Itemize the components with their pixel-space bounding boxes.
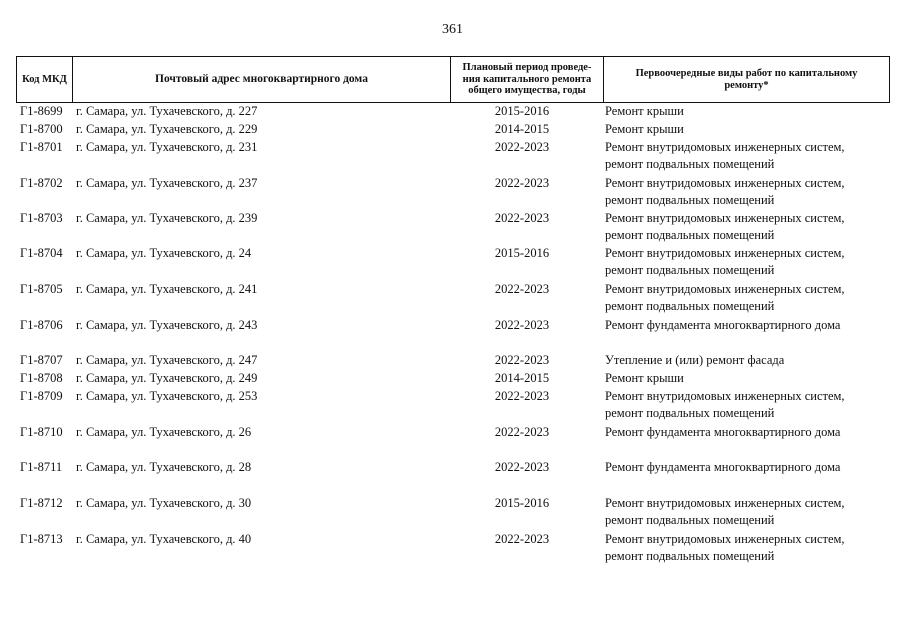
row-address: г. Самара, ул. Тухачевского, д. 237 (76, 176, 258, 190)
row-works-line: ремонт подвальных помещений (605, 406, 775, 420)
row-period: 2015-2016 (494, 104, 550, 118)
row-address: г. Самара, ул. Тухачевского, д. 247 (76, 353, 258, 367)
row-works (605, 139, 895, 173)
row-period: 2022-2023 (494, 176, 550, 190)
row-code: Г1-8707 (20, 353, 63, 367)
row-code: Г1-8701 (20, 140, 63, 154)
row-works (605, 175, 895, 209)
row-period: 2022-2023 (494, 140, 550, 154)
row-works-line: Ремонт фундамента многоквартирного дома (605, 425, 841, 439)
row-works (605, 388, 895, 422)
row-works-line: Ремонт внутридомовых инженерных систем, (605, 246, 845, 260)
header-period-line3: общего имущества, годы (468, 85, 586, 97)
row-code: Г1-8713 (20, 532, 63, 546)
row-works-line: ремонт подвальных помещений (605, 549, 775, 563)
row-works-line: Ремонт крыши (605, 122, 684, 136)
row-works-line: Ремонт внутридомовых инженерных систем, (605, 532, 845, 546)
row-works-line: ремонт подвальных помещений (605, 299, 775, 313)
row-works (605, 531, 895, 565)
row-code: Г1-8709 (20, 389, 63, 403)
row-address: г. Самара, ул. Тухачевского, д. 243 (76, 318, 258, 332)
row-address: г. Самара, ул. Тухачевского, д. 253 (76, 389, 258, 403)
row-period: 2022-2023 (494, 282, 550, 296)
row-period: 2015-2016 (494, 496, 550, 510)
row-works (605, 121, 895, 138)
row-works-line: Ремонт внутридомовых инженерных систем, (605, 140, 845, 154)
row-code: Г1-8703 (20, 211, 63, 225)
row-works-line: Ремонт крыши (605, 371, 684, 385)
row-code: Г1-8708 (20, 371, 63, 385)
row-code: Г1-8699 (20, 104, 63, 118)
row-period: 2022-2023 (494, 389, 550, 403)
row-code: Г1-8711 (20, 460, 63, 474)
row-period: 2022-2023 (494, 460, 550, 474)
row-works (605, 281, 895, 315)
row-works-line: ремонт подвальных помещений (605, 157, 775, 171)
row-code: Г1-8705 (20, 282, 63, 296)
row-code: Г1-8702 (20, 176, 63, 190)
row-code: Г1-8700 (20, 122, 63, 136)
row-code: Г1-8706 (20, 318, 63, 332)
row-code: Г1-8712 (20, 496, 63, 510)
page-number: 361 (442, 22, 463, 37)
row-period: 2022-2023 (494, 318, 550, 332)
header-period-line2: ния капитального ремонта (462, 73, 592, 85)
row-period: 2022-2023 (494, 353, 550, 367)
row-works-line: Ремонт внутридомовых инженерных систем, (605, 211, 845, 225)
row-works-line: ремонт подвальных помещений (605, 513, 775, 527)
row-works-line: ремонт подвальных помещений (605, 193, 775, 207)
header-works-line2: ремонту* (724, 79, 769, 91)
row-works-line: Утепление и (или) ремонт фасада (605, 353, 785, 367)
row-works-line: Ремонт внутридомовых инженерных систем, (605, 389, 845, 403)
row-address: г. Самара, ул. Тухачевского, д. 241 (76, 282, 258, 296)
row-works (605, 459, 895, 476)
row-address: г. Самара, ул. Тухачевского, д. 239 (76, 211, 258, 225)
row-works (605, 103, 895, 120)
row-works-line: Ремонт крыши (605, 104, 684, 118)
row-works-line: Ремонт внутридомовых инженерных систем, (605, 176, 845, 190)
row-address: г. Самара, ул. Тухачевского, д. 30 (76, 496, 252, 510)
row-period: 2022-2023 (494, 532, 550, 546)
row-code: Г1-8710 (20, 425, 63, 439)
row-works (605, 210, 895, 244)
row-works (605, 495, 895, 529)
row-works-line: ремонт подвальных помещений (605, 228, 775, 242)
header-code: Код МКД (16, 57, 73, 102)
row-address: г. Самара, ул. Тухачевского, д. 40 (76, 532, 252, 546)
header-period-line1: Плановый период проведе- (462, 62, 592, 74)
row-address: г. Самара, ул. Тухачевского, д. 249 (76, 371, 258, 385)
row-period: 2014-2015 (494, 371, 550, 385)
row-works-line: Ремонт фундамента многоквартирного дома (605, 318, 841, 332)
row-works (605, 424, 895, 441)
row-works (605, 352, 895, 369)
row-address: г. Самара, ул. Тухачевского, д. 227 (76, 104, 258, 118)
row-works-line: Ремонт внутридомовых инженерных систем, (605, 282, 845, 296)
row-address: г. Самара, ул. Тухачевского, д. 229 (76, 122, 258, 136)
row-works (605, 370, 895, 387)
row-works (605, 245, 895, 279)
row-code: Г1-8704 (20, 246, 63, 260)
row-works-line: ремонт подвальных помещений (605, 263, 775, 277)
row-period: 2022-2023 (494, 211, 550, 225)
row-address: г. Самара, ул. Тухачевского, д. 24 (76, 246, 252, 260)
header-works-line1: Первоочередные виды работ по капитальному (635, 68, 858, 79)
row-works (605, 317, 895, 334)
row-period: 2022-2023 (494, 425, 550, 439)
row-address: г. Самара, ул. Тухачевского, д. 26 (76, 425, 252, 439)
row-works-line: Ремонт фундамента многоквартирного дома (605, 460, 841, 474)
row-address: г. Самара, ул. Тухачевского, д. 28 (76, 460, 252, 474)
row-works-line: Ремонт внутридомовых инженерных систем, (605, 496, 845, 510)
header-address: Почтовый адрес многоквартирного дома (73, 57, 451, 102)
row-period: 2014-2015 (494, 122, 550, 136)
row-period: 2015-2016 (494, 246, 550, 260)
row-address: г. Самара, ул. Тухачевского, д. 231 (76, 140, 258, 154)
